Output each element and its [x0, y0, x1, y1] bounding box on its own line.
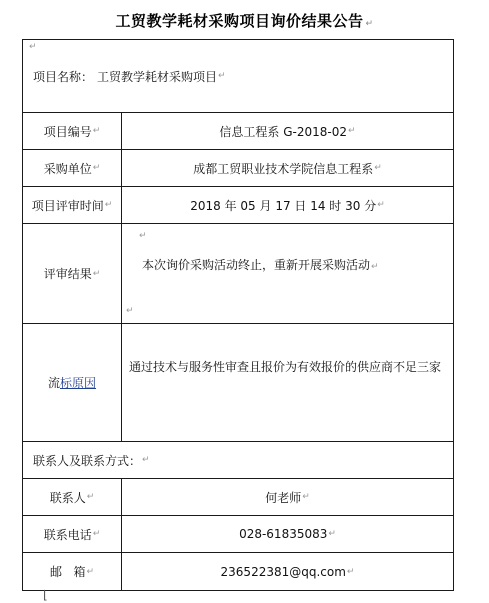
- title-text: 工贸教学耗材采购项目询价结果公告: [115, 12, 364, 30]
- project-number-label: 项目编号: [43, 124, 92, 139]
- contact-person-value: 何老师: [265, 490, 302, 505]
- contact-email-value-cell[interactable]: [122, 553, 453, 590]
- failure-reason-row: [23, 324, 453, 442]
- project-name-value: 工贸教学耗材采购项目: [97, 69, 218, 84]
- paragraph-mark: ↵: [92, 126, 101, 136]
- project-name-cell[interactable]: [23, 40, 453, 112]
- review-time-value: 2018 年 05 月 17 日 14 时 30 分: [190, 198, 377, 213]
- paragraph-mark: ↵: [86, 566, 94, 577]
- contact-person-row: [23, 479, 453, 516]
- contact-email-value: 236522381@qq.com: [220, 564, 346, 579]
- failure-reason-value-cell[interactable]: [122, 324, 453, 441]
- paragraph-mark: ↵: [104, 200, 113, 210]
- paragraph-mark: ↵: [126, 306, 134, 316]
- purchasing-unit-label: 采购单位: [43, 161, 92, 176]
- announcement-table: [22, 39, 454, 591]
- contact-section-cell[interactable]: [23, 442, 453, 478]
- paragraph-mark: ↵: [377, 200, 385, 210]
- contact-phone-value-cell[interactable]: [122, 516, 453, 552]
- paragraph-mark: ↵: [139, 231, 147, 241]
- purchasing-unit-value-cell[interactable]: [122, 150, 453, 186]
- review-time-label-cell[interactable]: [23, 187, 122, 223]
- project-number-value: 信息工程系 G-2018-02: [219, 124, 348, 139]
- review-result-value-line: [142, 256, 379, 273]
- review-result-value-cell[interactable]: [122, 224, 453, 323]
- review-result-value: 本次询价采购活动终止，重新开展采购活动: [142, 258, 371, 272]
- paragraph-mark: ↵: [302, 492, 310, 502]
- paragraph-mark: ↵: [371, 262, 379, 272]
- purchasing-unit-label-cell[interactable]: [23, 150, 122, 186]
- project-name-paragraph-mark: ↵: [218, 71, 226, 81]
- paragraph-mark: ↵: [92, 268, 101, 279]
- paragraph-mark: ↵: [328, 529, 336, 539]
- paragraph-mark: ↵: [92, 163, 101, 173]
- paragraph-mark: ↵: [142, 455, 150, 465]
- title-paragraph-mark: ↵: [365, 19, 374, 29]
- contact-phone-row: [23, 516, 453, 553]
- contact-person-value-cell[interactable]: [122, 479, 453, 515]
- contact-person-label: 联系人: [49, 490, 86, 505]
- empty-paragraph-mark: ↵: [29, 42, 37, 52]
- failure-reason-label-cell[interactable]: [23, 324, 122, 441]
- contact-phone-label: 联系电话: [43, 527, 92, 542]
- purchasing-unit-row: [23, 150, 453, 187]
- review-result-row: [23, 224, 453, 324]
- paragraph-mark: ↵: [92, 529, 101, 539]
- contact-section-row: [23, 442, 453, 479]
- review-result-label-cell[interactable]: [23, 224, 122, 323]
- paragraph-mark: ↵: [348, 126, 356, 136]
- document-title: [0, 10, 489, 31]
- contact-person-label-cell[interactable]: [23, 479, 122, 515]
- contact-email-label: 邮 箱: [50, 565, 86, 579]
- review-time-value-cell[interactable]: [122, 187, 453, 223]
- contact-phone-value: 028-61835083: [239, 527, 328, 541]
- contact-section-label: 联系人及联系方式：: [33, 453, 142, 468]
- project-number-value-cell[interactable]: [122, 113, 453, 149]
- review-time-label: 项目评审时间: [31, 198, 104, 213]
- project-number-label-cell[interactable]: [23, 113, 122, 149]
- contact-email-row: [23, 553, 453, 590]
- paragraph-mark: ↵: [86, 492, 95, 502]
- contact-email-label-cell[interactable]: [23, 553, 122, 590]
- project-name-row: [23, 40, 453, 113]
- text-cursor-mark: ⌊: [43, 588, 48, 602]
- failure-reason-label-prefix: 流: [47, 376, 60, 390]
- paragraph-mark: ↵: [346, 566, 355, 577]
- project-number-row: [23, 113, 453, 150]
- paragraph-mark: ↵: [374, 163, 382, 173]
- review-time-row: [23, 187, 453, 224]
- contact-phone-label-cell[interactable]: [23, 516, 122, 552]
- project-name-label: 项目名称：: [33, 69, 94, 84]
- purchasing-unit-value: 成都工贸职业技术学院信息工程系: [193, 161, 374, 176]
- failure-reason-value: 通过技术与服务性审查且报价为有效报价的供应商不足三家: [129, 360, 442, 374]
- review-result-label: 评审结果: [43, 267, 92, 281]
- failure-reason-label-link[interactable]: 标原因: [60, 376, 97, 390]
